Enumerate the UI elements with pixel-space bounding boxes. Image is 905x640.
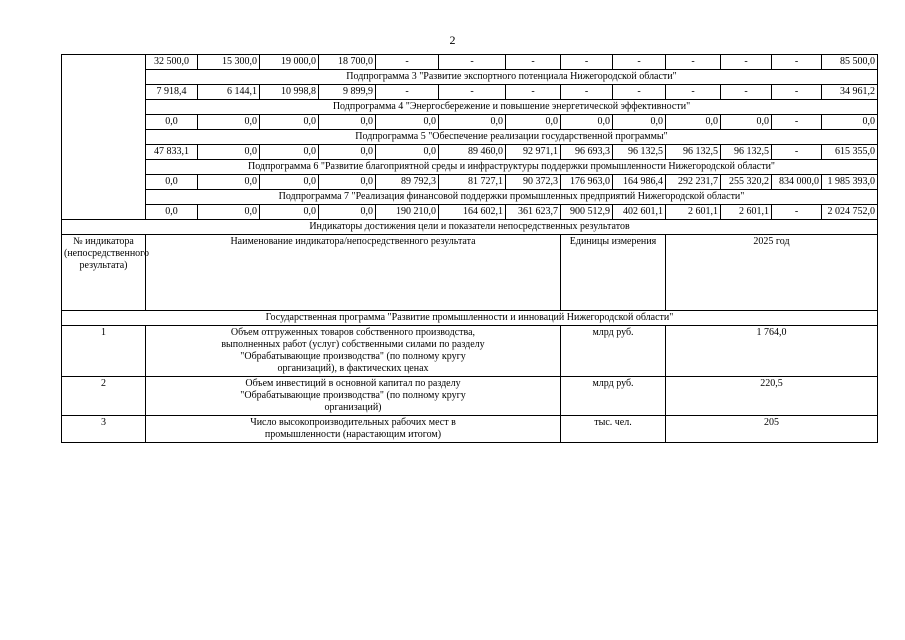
indicator-num: 1 <box>62 326 146 377</box>
funding-value-cell: - <box>376 55 439 70</box>
funding-value-cell: 292 231,7 <box>666 175 721 190</box>
page-number: 2 <box>449 33 456 47</box>
funding-value-cell: 96 693,3 <box>561 145 613 160</box>
funding-value-cell: 615 355,0 <box>822 145 878 160</box>
indicator-row <box>62 326 878 377</box>
funding-value-cell: 900 512,9 <box>561 205 613 220</box>
funding-value-cell: 0,0 <box>319 175 376 190</box>
funding-value-cell: 89 792,3 <box>376 175 439 190</box>
funding-value-cell: 0,0 <box>376 115 439 130</box>
funding-values-row <box>62 55 878 70</box>
indicator-num: 2 <box>62 377 146 416</box>
funding-value-cell: - <box>772 145 822 160</box>
funding-value-cell: 6 144,1 <box>198 85 260 100</box>
indicator-name: Объем отгруженных товаров собственного производства, выполненных работ (услуг) собственными силами по разделу "Обрабатывающие производства" (по полному кругу организаций), в фактических ценах <box>146 326 561 377</box>
funding-value-cell: 96 132,5 <box>721 145 772 160</box>
funding-values-row <box>62 175 878 190</box>
funding-value-cell: 81 727,1 <box>439 175 506 190</box>
funding-value-cell: 0,0 <box>260 205 319 220</box>
subprogram-title-row <box>62 190 878 205</box>
funding-value-cell: 96 132,5 <box>613 145 666 160</box>
funding-value-cell: - <box>772 115 822 130</box>
indicator-unit: млрд руб. <box>561 326 666 377</box>
funding-value-cell: 9 899,9 <box>319 85 376 100</box>
subprogram-title: Подпрограмма 5 "Обеспечение реализации государственной программы" <box>146 130 878 145</box>
funding-value-cell: - <box>376 85 439 100</box>
funding-value-cell: 92 971,1 <box>506 145 561 160</box>
indicator-value: 205 <box>666 416 878 443</box>
header-unit: Единицы измерения <box>561 235 666 311</box>
funding-value-cell: 0,0 <box>260 115 319 130</box>
funding-value-cell: - <box>613 55 666 70</box>
indicator-unit: млрд руб. <box>561 377 666 416</box>
subprogram-title: Подпрограмма 6 "Развитие благоприятной среды и инфраструктуры поддержки промышленности Нижегородской области" <box>146 160 878 175</box>
funding-values-row <box>62 205 878 220</box>
funding-value-cell: - <box>666 85 721 100</box>
funding-value-cell: 255 320,2 <box>721 175 772 190</box>
funding-value-cell: 0,0 <box>260 175 319 190</box>
funding-value-cell: 361 623,7 <box>506 205 561 220</box>
funding-value-cell: - <box>613 85 666 100</box>
funding-value-cell: 834 000,0 <box>772 175 822 190</box>
funding-value-cell: - <box>721 85 772 100</box>
funding-value-cell: 85 500,0 <box>822 55 878 70</box>
funding-value-cell: 7 918,4 <box>146 85 198 100</box>
header-num: № индикатора (непосредственного результата) <box>62 235 146 311</box>
subprogram-title-row <box>62 160 878 175</box>
indicator-value: 1 764,0 <box>666 326 878 377</box>
funding-value-cell: 15 300,0 <box>198 55 260 70</box>
subprogram-title: Подпрограмма 3 "Развитие экспортного потенциала Нижегородской области" <box>146 70 878 85</box>
funding-value-cell: - <box>772 205 822 220</box>
funding-value-cell: 18 700,0 <box>319 55 376 70</box>
indicator-value: 220,5 <box>666 377 878 416</box>
funding-value-cell: 0,0 <box>319 205 376 220</box>
funding-values-row <box>62 145 878 160</box>
funding-value-cell: 0,0 <box>319 115 376 130</box>
funding-value-cell: 0,0 <box>319 145 376 160</box>
funding-value-cell: - <box>772 55 822 70</box>
funding-value-cell: 1 985 393,0 <box>822 175 878 190</box>
funding-value-cell: 90 372,3 <box>506 175 561 190</box>
funding-value-cell: 0,0 <box>198 205 260 220</box>
indicator-num: 3 <box>62 416 146 443</box>
funding-value-cell: - <box>561 85 613 100</box>
funding-value-cell: 0,0 <box>260 145 319 160</box>
funding-value-cell: 0,0 <box>561 115 613 130</box>
funding-value-cell: 10 998,8 <box>260 85 319 100</box>
funding-value-cell: 89 460,0 <box>439 145 506 160</box>
subprogram-title-row <box>62 100 878 115</box>
indicator-row <box>62 377 878 416</box>
program-title: Государственная программа "Развитие промышленности и инноваций Нижегородской области" <box>62 311 878 326</box>
subprogram-title-row <box>62 70 878 85</box>
funding-value-cell: 0,0 <box>146 115 198 130</box>
funding-value-cell: - <box>666 55 721 70</box>
subprogram-title: Подпрограмма 7 "Реализация финансовой поддержки промышленных предприятий Нижегородской области" <box>146 190 878 205</box>
funding-value-cell: 0,0 <box>506 115 561 130</box>
funding-value-cell: 0,0 <box>376 145 439 160</box>
indicators-section-title: Индикаторы достижения цели и показатели непосредственных результатов <box>62 220 878 235</box>
funding-value-cell: - <box>772 85 822 100</box>
funding-value-cell: - <box>721 55 772 70</box>
funding-values-row <box>62 85 878 100</box>
header-name: Наименование индикатора/непосредственного результата <box>146 235 561 311</box>
funding-value-cell: 96 132,5 <box>666 145 721 160</box>
indicator-name: Объем инвестиций в основной капитал по разделу "Обрабатывающие производства" (по полному кругу организаций) <box>146 377 561 416</box>
funding-value-cell: 2 024 752,0 <box>822 205 878 220</box>
funding-value-cell: 34 961,2 <box>822 85 878 100</box>
funding-value-cell: 0,0 <box>198 145 260 160</box>
funding-value-cell: 0,0 <box>613 115 666 130</box>
subprogram-title: Подпрограмма 4 "Энергосбережение и повышение энергетической эффективности" <box>146 100 878 115</box>
funding-value-cell: 0,0 <box>439 115 506 130</box>
funding-value-cell: 402 601,1 <box>613 205 666 220</box>
funding-value-cell: - <box>439 55 506 70</box>
funding-value-cell: 32 500,0 <box>146 55 198 70</box>
funding-value-cell: 164 986,4 <box>613 175 666 190</box>
funding-value-cell: 47 833,1 <box>146 145 198 160</box>
funding-value-cell: 0,0 <box>198 175 260 190</box>
left-blank-cell <box>62 55 146 220</box>
funding-values-row <box>62 115 878 130</box>
funding-value-cell: 2 601,1 <box>666 205 721 220</box>
funding-value-cell: - <box>506 55 561 70</box>
funding-value-cell: 176 963,0 <box>561 175 613 190</box>
funding-value-cell: 0,0 <box>666 115 721 130</box>
funding-value-cell: 190 210,0 <box>376 205 439 220</box>
funding-value-cell: - <box>561 55 613 70</box>
program-table <box>61 54 878 443</box>
header-year: 2025 год <box>666 235 878 311</box>
funding-value-cell: 0,0 <box>198 115 260 130</box>
funding-value-cell: 0,0 <box>146 175 198 190</box>
funding-value-cell: 0,0 <box>822 115 878 130</box>
subprogram-title-row <box>62 130 878 145</box>
funding-value-cell: 19 000,0 <box>260 55 319 70</box>
indicator-row <box>62 416 878 443</box>
funding-value-cell: 0,0 <box>721 115 772 130</box>
funding-value-cell: - <box>506 85 561 100</box>
funding-value-cell: 2 601,1 <box>721 205 772 220</box>
indicator-name: Число высокопроизводительных рабочих мест в промышленности (нарастающим итогом) <box>146 416 561 443</box>
funding-value-cell: 164 602,1 <box>439 205 506 220</box>
funding-value-cell: 0,0 <box>146 205 198 220</box>
funding-value-cell: - <box>439 85 506 100</box>
indicator-unit: тыс. чел. <box>561 416 666 443</box>
